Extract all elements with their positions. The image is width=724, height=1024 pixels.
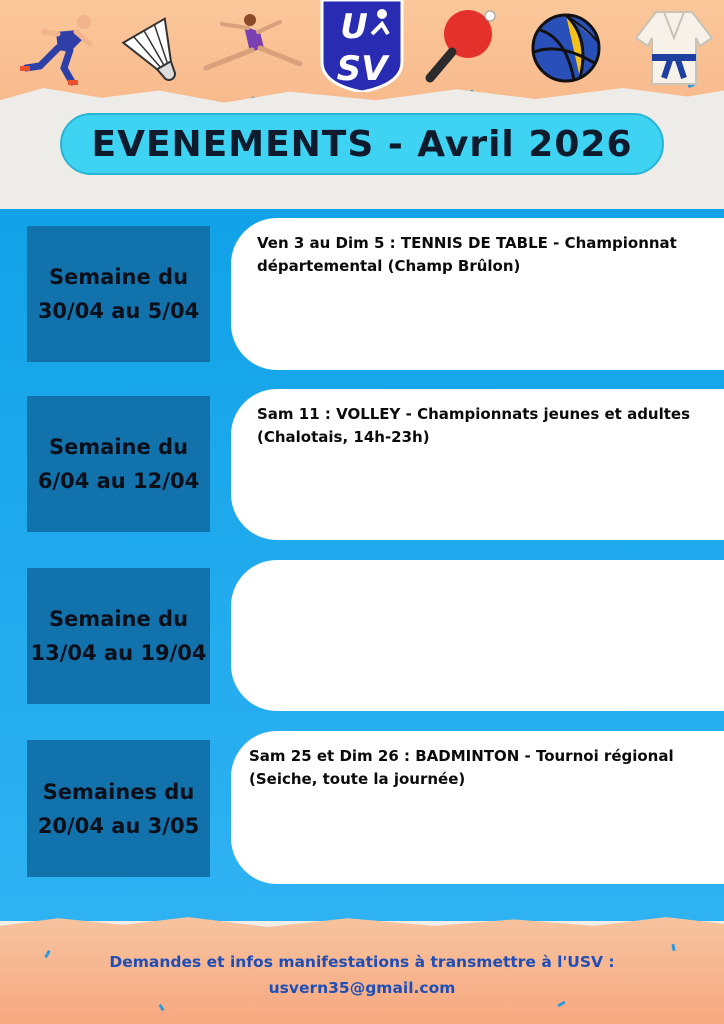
runner-icon: [10, 8, 100, 86]
title-pill: [60, 113, 664, 175]
volleyball-icon: [530, 8, 602, 86]
week-label-2: Semaine du 6/04 au 12/04: [37, 435, 200, 493]
svg-text:SV: SV: [336, 49, 388, 89]
week-label-box-2: [27, 396, 210, 532]
page-title: EVENEMENTS - Avril 2026: [91, 123, 633, 165]
contact-email[interactable]: usvern35@gmail.com: [268, 979, 456, 997]
event-text-4: Sam 25 et Dim 26 : BADMINTON - Tournoi régional (Seiche, toute la journée): [249, 747, 674, 788]
event-card-2: [231, 389, 724, 540]
week-label-4: Semaines du 20/04 au 3/05: [37, 779, 200, 838]
usv-logo: [320, 0, 404, 92]
event-card-3: [231, 560, 724, 711]
week-label-1: Semaine du 30/04 au 5/04: [37, 265, 200, 323]
event-text-2: Sam 11 : VOLLEY - Championnats jeunes et adultes (Chalotais, 14h-23h): [257, 405, 691, 446]
week-label-box-3: [27, 568, 210, 704]
svg-text:U: U: [340, 7, 368, 47]
event-text-1: Ven 3 au Dim 5 : TENNIS DE TABLE - Championnat départemental (Champ Brûlon): [257, 234, 677, 275]
event-card-4: [231, 731, 724, 884]
week-label-box-1: [27, 226, 210, 362]
ping-pong-paddle-icon: [420, 8, 500, 86]
judo-gi-icon: [634, 8, 714, 86]
footer-notice: Demandes et infos manifestations à transmettre à l'USV :: [109, 953, 615, 971]
week-label-3: Semaine du 13/04 au 19/04: [30, 607, 207, 665]
shuttlecock-icon: [118, 8, 190, 86]
week-label-box-4: [27, 740, 210, 877]
gymnast-icon: [200, 8, 306, 86]
event-card-1: [231, 218, 724, 370]
